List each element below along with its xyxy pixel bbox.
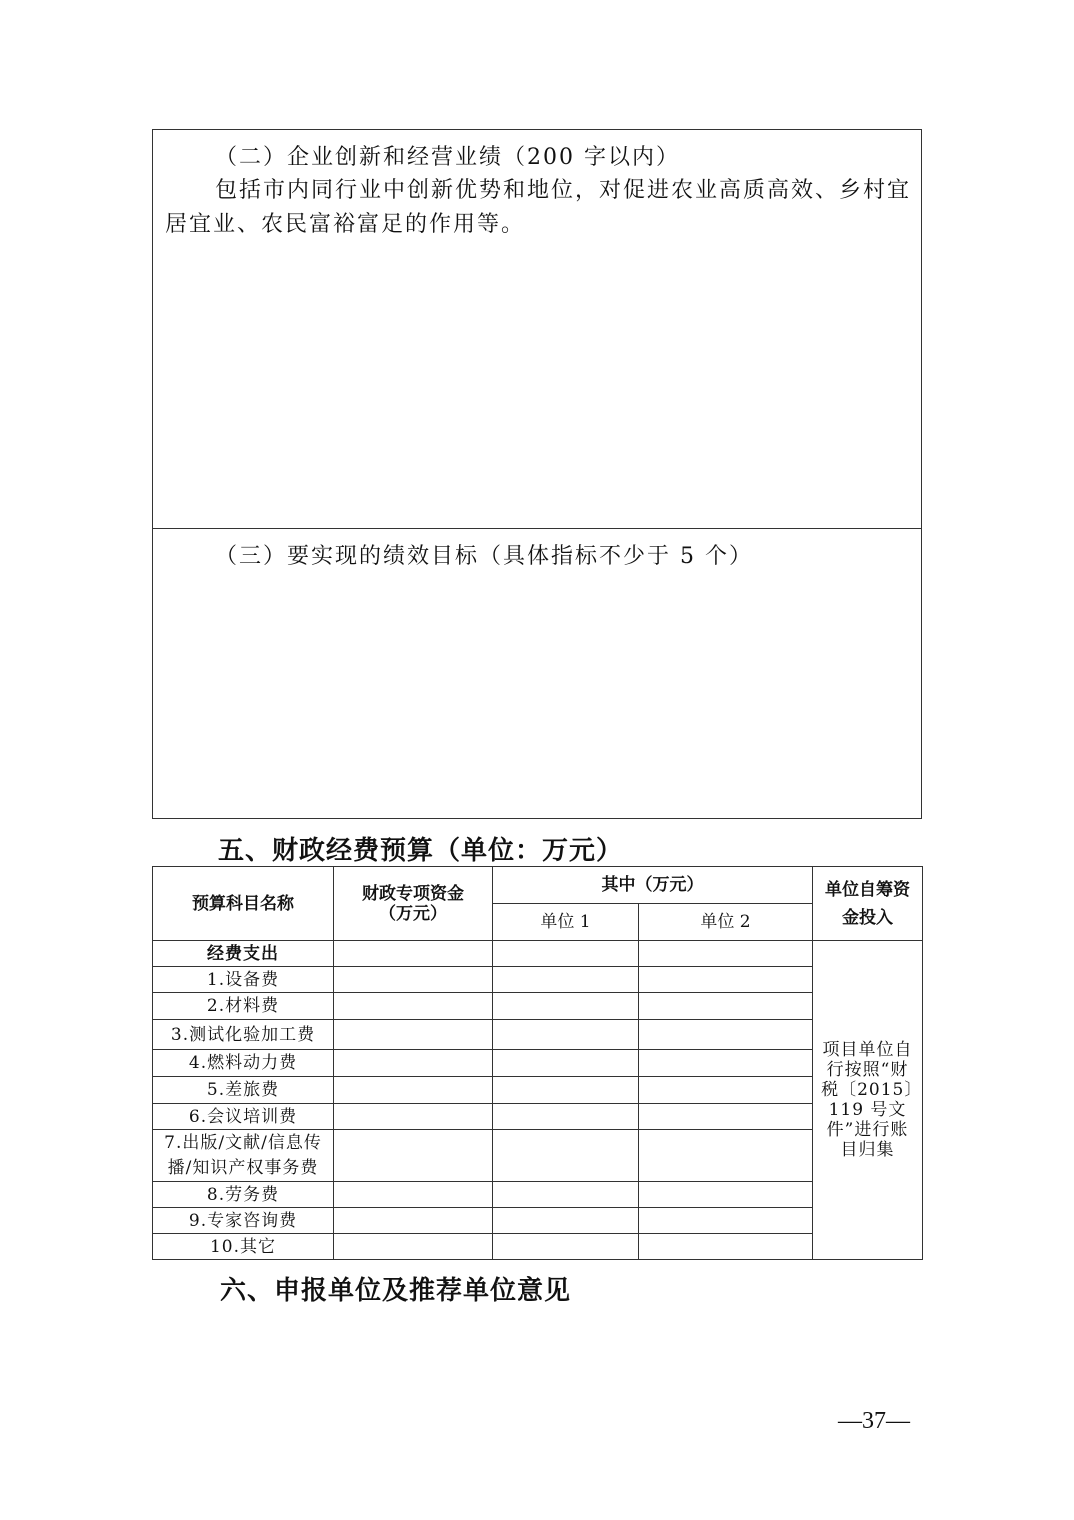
- cell-unit2[interactable]: [639, 1104, 813, 1130]
- cell-fund[interactable]: [334, 1050, 493, 1077]
- cell-unit2[interactable]: [639, 1077, 813, 1104]
- cell-fund[interactable]: [334, 1077, 493, 1104]
- cell-unit1[interactable]: [493, 1234, 639, 1260]
- cell-unit1[interactable]: [493, 1020, 639, 1050]
- cell-fund[interactable]: [334, 967, 493, 993]
- cell-unit1[interactable]: [493, 941, 639, 967]
- row-label: 8.劳务费: [153, 1182, 334, 1208]
- cell-unit2[interactable]: [639, 1130, 813, 1182]
- cell-unit1[interactable]: [493, 1208, 639, 1234]
- row-label: 1.设备费: [153, 967, 334, 993]
- cell-fund[interactable]: [334, 993, 493, 1020]
- row-label: 10.其它: [153, 1234, 334, 1260]
- cell-fund[interactable]: [334, 1208, 493, 1234]
- row-label: 3.测试化验加工费: [153, 1020, 334, 1050]
- cell-unit2[interactable]: [639, 1208, 813, 1234]
- section-innovation-description: 包括市内同行业中创新优势和地位，对促进农业高质高效、乡村宜居宜业、农民富裕富足的作用等。: [165, 178, 912, 237]
- budget-heading: 五、财政经费预算（单位：万元）: [218, 836, 624, 866]
- cell-fund[interactable]: [334, 1182, 493, 1208]
- row-label: 7.出版/文献/信息传播/知识产权事务费: [153, 1130, 334, 1182]
- row-label: 5.差旅费: [153, 1077, 334, 1104]
- header-item-name: 预算科目名称: [153, 867, 334, 941]
- self-raised-note: 项目单位自行按照“财税〔2015〕119 号文件”进行账目归集: [813, 941, 923, 1260]
- cell-unit1[interactable]: [493, 1130, 639, 1182]
- cell-fund[interactable]: [334, 1104, 493, 1130]
- cell-fund[interactable]: [334, 1020, 493, 1050]
- header-unit-2: 单位 2: [639, 904, 813, 941]
- header-fiscal-fund: 财政专项资金（万元）: [334, 867, 493, 941]
- row-label: 4.燃料动力费: [153, 1050, 334, 1077]
- page-number: —37—: [838, 1408, 910, 1434]
- header-self-raised: 单位自筹资金投入: [813, 867, 923, 941]
- section-innovation-title: （二）企业创新和经营业绩（200 字以内）: [215, 145, 680, 170]
- cell-fund[interactable]: [334, 941, 493, 967]
- cell-fund[interactable]: [334, 1130, 493, 1182]
- cell-unit2[interactable]: [639, 1020, 813, 1050]
- cell-unit1[interactable]: [493, 1050, 639, 1077]
- cell-unit1[interactable]: [493, 967, 639, 993]
- section-performance-title: （三）要实现的绩效目标（具体指标不少于 5 个）: [215, 544, 753, 569]
- cell-unit2[interactable]: [639, 1234, 813, 1260]
- section-innovation-box: [152, 129, 922, 529]
- header-among: 其中（万元）: [493, 867, 813, 904]
- row-label: 6.会议培训费: [153, 1104, 334, 1130]
- cell-unit2[interactable]: [639, 1182, 813, 1208]
- cell-fund[interactable]: [334, 1234, 493, 1260]
- budget-table: [152, 866, 923, 1260]
- row-label: 经费支出: [153, 941, 334, 967]
- cell-unit2[interactable]: [639, 993, 813, 1020]
- cell-unit2[interactable]: [639, 967, 813, 993]
- row-label: 2.材料费: [153, 993, 334, 1020]
- cell-unit2[interactable]: [639, 1050, 813, 1077]
- cell-unit1[interactable]: [493, 993, 639, 1020]
- cell-unit1[interactable]: [493, 1182, 639, 1208]
- opinion-heading: 六、申报单位及推荐单位意见: [220, 1276, 572, 1306]
- cell-unit2[interactable]: [639, 941, 813, 967]
- header-unit-1: 单位 1: [493, 904, 639, 941]
- cell-unit1[interactable]: [493, 1077, 639, 1104]
- cell-unit1[interactable]: [493, 1104, 639, 1130]
- section-performance-box: [152, 528, 922, 819]
- row-label: 9.专家咨询费: [153, 1208, 334, 1234]
